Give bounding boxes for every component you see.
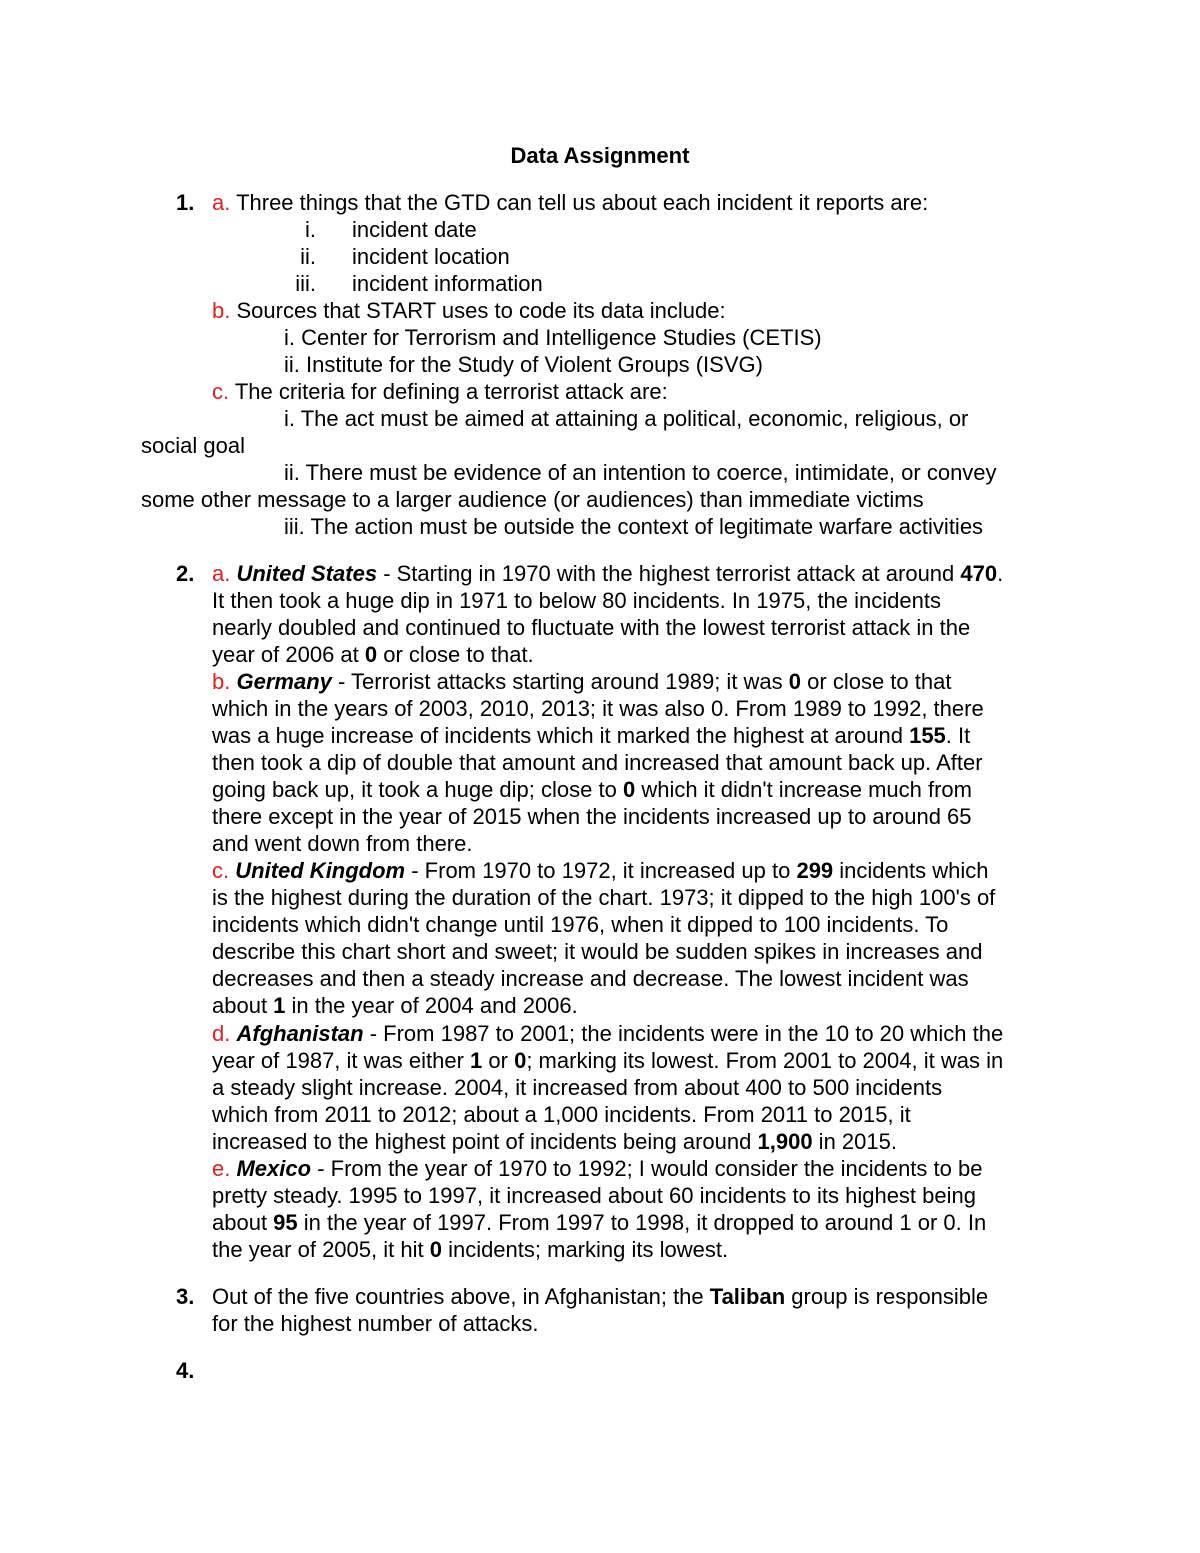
q3-line-1-b: group is responsible xyxy=(785,1284,989,1309)
q2b-line-5-b: which it didn't increase much from xyxy=(635,777,972,802)
q2e-bold-2: 0 xyxy=(429,1237,442,1262)
q1a-item-2-text: incident location xyxy=(352,244,510,269)
q1c-item-3: iii. The action must be outside the context of legitimate warfare activities xyxy=(284,514,984,539)
q1c-line xyxy=(212,378,668,405)
q2d-bold-1: 1 xyxy=(470,1048,483,1073)
q2b-line-3-b: . It xyxy=(945,723,971,748)
q1a-letter: a. xyxy=(212,190,231,215)
q2c-line-1 xyxy=(212,857,988,884)
q2c-line-2: is the highest during the duration of the chart. 1973; it dipped to the high 100's of xyxy=(212,885,996,910)
q2a-line-1 xyxy=(212,560,1003,587)
q2a-letter: a. xyxy=(212,561,231,586)
question-3-number: 3. xyxy=(176,1284,195,1309)
q2c-letter: c. xyxy=(212,858,230,883)
q1a-item-3-num: iii. xyxy=(295,271,316,296)
q2c-country: United Kingdom xyxy=(235,858,406,883)
q1a-item-3-text: incident information xyxy=(352,271,543,296)
q1c-letter: c. xyxy=(212,379,230,404)
q3-line-2: for the highest number of attacks. xyxy=(212,1311,539,1336)
q2b-bold-2: 155 xyxy=(909,723,946,748)
q2b-line-3 xyxy=(212,722,970,749)
question-1-number: 1. xyxy=(176,190,195,215)
question-2-number: 2. xyxy=(176,561,195,586)
q2b-bold-1: 0 xyxy=(788,669,802,694)
q2c-line-5: decreases and then a steady increase and decrease. The lowest incident was xyxy=(212,966,969,991)
q2d-line-2-a: year of 1987, it was either xyxy=(212,1048,471,1073)
q2d-line-2-m: or xyxy=(482,1048,515,1073)
q2d-line-5-b: in 2015. xyxy=(812,1129,897,1154)
q2e-line-1 xyxy=(212,1155,982,1182)
q1b-line xyxy=(212,297,726,324)
q3-line-1 xyxy=(212,1283,988,1310)
q2a-line-4-b: or close to that. xyxy=(377,642,534,667)
q2b-line-2: which in the years of 2003, 2010, 2013; it was also 0. From 1989 to 1992, there xyxy=(212,696,984,721)
q2c-line-6-a: about xyxy=(212,993,274,1018)
q2e-line-4-b: incidents; marking its lowest. xyxy=(441,1237,729,1262)
q2d-line-3: a steady slight increase. 2004, it increased from about 400 to 500 incidents xyxy=(212,1075,943,1100)
q2b-country: Germany xyxy=(236,669,332,694)
q2b-text-end: or close to that xyxy=(801,669,952,694)
q2e-line-3-b: in the year of 1997. From 1997 to 1998, it dropped to around 1 or 0. In xyxy=(297,1210,987,1235)
q1c-text: The criteria for defining a terrorist attack are: xyxy=(229,379,668,404)
q2c-line-4: describe this chart short and sweet; it would be sudden spikes in increases and xyxy=(212,939,983,964)
q2d-bold-3: 1,900 xyxy=(757,1129,813,1154)
q2a-text-end: . xyxy=(997,561,1004,586)
q1a-item-1-num: i. xyxy=(305,217,316,242)
q2d-line-1 xyxy=(212,1020,1003,1047)
q3-line-1-a: Out of the five countries above, in Afghanistan; the xyxy=(212,1284,710,1309)
q2a-line-3: nearly doubled and continued to fluctuate with the lowest terrorist attack in the xyxy=(212,615,971,640)
q1b-item-1: i. Center for Terrorism and Intelligence Studies (CETIS) xyxy=(284,325,822,350)
q2c-bold-1: 299 xyxy=(796,858,834,883)
q2a-line-2: It then took a huge dip in 1971 to below 80 incidents. In 1975, the incidents xyxy=(212,588,941,613)
q2a-bold-1: 470 xyxy=(960,561,998,586)
q2c-bold-2: 1 xyxy=(273,993,286,1018)
q2b-bold-3: 0 xyxy=(622,777,636,802)
q2b-text: - Terrorist attacks starting around 1989; it was xyxy=(331,669,789,694)
q2d-line-4: which from 2011 to 2012; about a 1,000 incidents. From 2011 to 2015, it xyxy=(212,1102,911,1127)
q2c-line-6 xyxy=(212,992,578,1019)
q2e-line-4-a: the year of 2005, it hit xyxy=(212,1237,430,1262)
q1a-item-2-num: ii. xyxy=(300,244,316,269)
q2e-country: Mexico xyxy=(236,1156,312,1181)
q3-bold-1: Taliban xyxy=(709,1284,786,1309)
q2d-bold-2: 0 xyxy=(514,1048,527,1073)
q2d-line-5 xyxy=(212,1128,897,1155)
q2b-line-3-a: was a huge increase of incidents which it marked the highest at around xyxy=(212,723,910,748)
q2e-line-2: pretty steady. 1995 to 1997, it increased about 60 incidents to its highest being xyxy=(212,1183,976,1208)
q1b-text: Sources that START uses to code its data include: xyxy=(230,298,726,323)
q2a-line-4-a: year of 2006 at xyxy=(212,642,365,667)
q2d-line-5-a: increased to the highest point of incidents being around xyxy=(212,1129,758,1154)
q1a-text: Three things that the GTD can tell us about each incident it reports are: xyxy=(230,190,929,215)
q2c-text: - From 1970 to 1972, it increased up to xyxy=(405,858,797,883)
q2e-line-3-a: about xyxy=(212,1210,274,1235)
q2b-line-5 xyxy=(212,776,972,803)
q2b-line-6: there except in the year of 2015 when the incidents increased up to around 65 xyxy=(212,804,972,829)
q2d-country: Afghanistan xyxy=(236,1021,364,1046)
q2a-bold-2: 0 xyxy=(364,642,378,667)
q2b-line-5-a: going back up, it took a huge dip; close to xyxy=(212,777,623,802)
q1a-line xyxy=(212,189,928,216)
question-4-number: 4. xyxy=(176,1358,195,1383)
q2e-text: - From the year of 1970 to 1992; I would consider the incidents to be xyxy=(311,1156,983,1181)
q1b-letter: b. xyxy=(212,298,231,323)
q2e-line-3 xyxy=(212,1209,986,1236)
q2b-line-1 xyxy=(212,668,951,695)
q2a-country: United States xyxy=(236,561,378,586)
q2a-text: - Starting in 1970 with the highest terrorist attack at around xyxy=(377,561,961,586)
page-title: Data Assignment xyxy=(510,143,690,168)
q2d-line-2-b: ; marking its lowest. From 2001 to 2004, it was in xyxy=(526,1048,1004,1073)
q1c-item-1-cont: social goal xyxy=(141,433,245,458)
q2b-line-7: and went down from there. xyxy=(212,831,473,856)
q2b-letter: b. xyxy=(212,669,231,694)
q1b-item-2: ii. Institute for the Study of Violent Groups (ISVG) xyxy=(284,352,763,377)
q2e-letter: e. xyxy=(212,1156,231,1181)
q1a-item-1-text: incident date xyxy=(352,217,477,242)
q2d-line-2 xyxy=(212,1047,1003,1074)
q2b-line-4: then took a dip of double that amount and increased that amount back up. After xyxy=(212,750,983,775)
q2e-line-4 xyxy=(212,1236,728,1263)
q2c-text-end: incidents which xyxy=(833,858,989,883)
q2c-line-6-b: in the year of 2004 and 2006. xyxy=(285,993,578,1018)
q1c-item-2-cont: some other message to a larger audience (or audiences) than immediate victims xyxy=(141,487,924,512)
q1c-item-2: ii. There must be evidence of an intention to coerce, intimidate, or convey xyxy=(284,460,997,485)
q1c-item-1: i. The act must be aimed at attaining a political, economic, religious, or xyxy=(284,406,969,431)
q2a-line-4 xyxy=(212,641,534,668)
q2e-bold-1: 95 xyxy=(273,1210,298,1235)
q2d-letter: d. xyxy=(212,1021,231,1046)
q2d-text: - From 1987 to 2001; the incidents were in the 10 to 20 which the xyxy=(363,1021,1004,1046)
q2c-line-3: incidents which didn't change until 1976, when it dipped to 100 incidents. To xyxy=(212,912,949,937)
